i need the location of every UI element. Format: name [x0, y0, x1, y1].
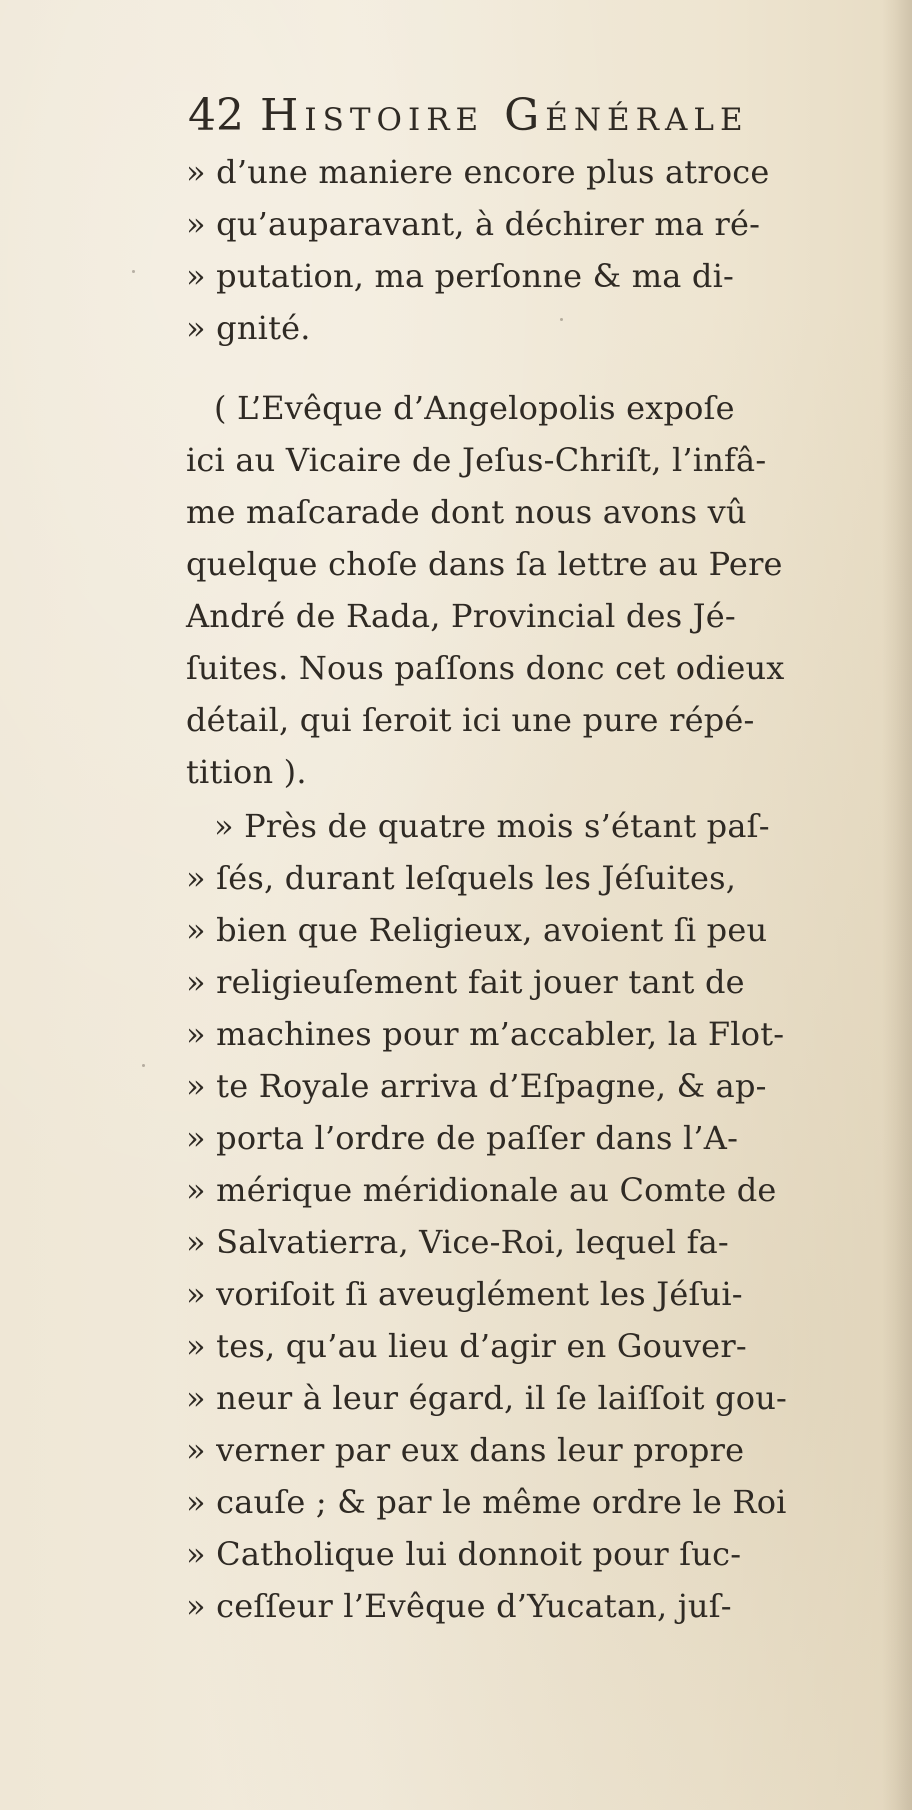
text-line: » te Royale arriva d’Eſpagne, & ap-: [186, 1067, 767, 1105]
paper-speck: [142, 1064, 145, 1067]
text-line: » qu’auparavant, à déchirer ma ré-: [186, 205, 761, 243]
running-title: Histoire Générale: [260, 90, 749, 141]
text-line: » ſés, durant leſquels les Jéſuites,: [186, 859, 737, 897]
text-line: » voriſoit ſi aveuglément les Jéſui-: [186, 1275, 743, 1313]
text-line: » d’une maniere encore plus atroce: [186, 153, 770, 191]
page-number: 42: [188, 90, 244, 141]
text-line: » bien que Religieux, avoient ſi peu: [186, 911, 768, 949]
text-line: » neur à leur égard, il ſe laiſſoit gou-: [186, 1379, 788, 1417]
page-gutter-shadow: [882, 0, 912, 1810]
text-line: ( L’Evêque d’Angelopolis expoſe: [214, 389, 735, 427]
text-line: » porta l’ordre de paſſer dans l’A-: [186, 1119, 739, 1157]
text-line: me maſcarade dont nous avons vû: [186, 493, 747, 531]
text-line: » Catholique lui donnoit pour ſuc-: [186, 1535, 742, 1573]
text-line: détail, qui ſeroit ici une pure répé-: [186, 701, 755, 739]
paper-speck: [560, 318, 563, 321]
text-line: » verner par eux dans leur propre: [186, 1431, 745, 1469]
page-header: [188, 86, 828, 146]
paper-speck: [132, 270, 135, 273]
text-line: André de Rada, Provincial des Jé-: [186, 597, 736, 635]
text-line: » Près de quatre mois s’étant paſ-: [214, 807, 770, 845]
text-line: » putation, ma perſonne & ma di-: [186, 257, 735, 295]
text-line: » tes, qu’au lieu d’agir en Gouver-: [186, 1327, 747, 1365]
text-line: » Salvatierra, Vice-Roi, lequel fa-: [186, 1223, 729, 1261]
text-line: ici au Vicaire de Jeſus-Chriſt, l’infâ-: [186, 441, 767, 479]
text-line: » ceſſeur l’Evêque d’Yucatan, juſ-: [186, 1587, 732, 1625]
text-line: quelque choſe dans ſa lettre au Pere: [186, 545, 783, 583]
text-line: ſuites. Nous paſſons donc cet odieux: [186, 649, 785, 687]
text-line: tition ).: [186, 753, 307, 791]
text-line: » religieuſement fait jouer tant de: [186, 963, 745, 1001]
text-line: » mérique méridionale au Comte de: [186, 1171, 777, 1209]
text-line: » cauſe ; & par le même ordre le Roi: [186, 1483, 787, 1521]
text-line: » gnité.: [186, 309, 311, 347]
text-line: » machines pour m’accabler, la Flot-: [186, 1015, 785, 1053]
